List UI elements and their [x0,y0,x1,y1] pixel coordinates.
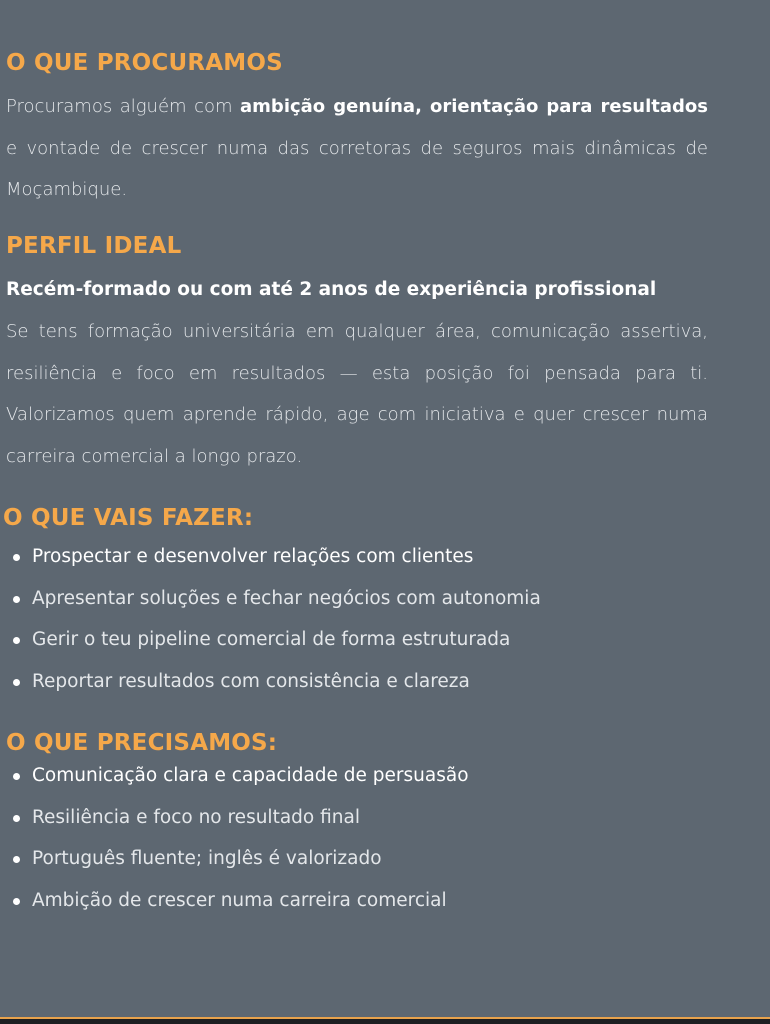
perfil-subtitle: Recém-formado ou com até 2 anos de experiência profissional [6,279,657,300]
bullet-icon [13,815,20,822]
paragraph-o-que-procuramos [6,86,708,211]
list-item [0,619,541,661]
paragraph-text-before: Procuramos alguém com [6,96,241,117]
list-item-text: Prospectar e desenvolver relações com clientes [32,546,474,567]
bullet-icon [13,679,20,686]
bullet-icon [13,898,20,905]
list-item [0,661,541,703]
paragraph-bold-text: ambição genuína, orientação para resultados [240,96,708,117]
section-heading-o-que-precisamos: O QUE PRECISAMOS: [6,730,278,756]
bullet-icon [13,637,20,644]
list-item [0,536,541,578]
list-item-text: Ambição de crescer numa carreira comercial [32,889,447,911]
list-item [0,755,469,797]
list-item-text: Comunicação clara e capacidade de persuasão [32,765,469,786]
list-item-text: Reportar resultados com consistência e clareza [32,670,470,692]
section-heading-o-que-vais-fazer: O QUE VAIS FAZER: [3,505,254,531]
list-item-text: Gerir o teu pipeline comercial de forma estruturada [32,629,511,650]
list-item [0,797,469,839]
list-item-text: Apresentar soluções e fechar negócios com autonomia [32,587,541,609]
bottom-divider [0,1017,770,1024]
bullet-icon [13,856,20,863]
bullet-icon [13,554,20,561]
section-heading-perfil-ideal: PERFIL IDEAL [6,233,182,259]
paragraph-perfil-ideal: Se tens formação universitária em qualquer área, comunicação assertiva, resiliência e foco em resultados — esta posição foi pensada para ti. Valorizamos quem aprende rápido, age com iniciativa e quer crescer numa carreira comercial a longo prazo. [6,321,708,467]
list-item [0,578,541,620]
list-item-text: Português fluente; inglês é valorizado [32,848,382,869]
list-o-que-precisamos [0,755,469,921]
list-item [0,838,469,880]
list-item [0,880,469,922]
section-heading-o-que-procuramos: O QUE PROCURAMOS [6,50,283,76]
list-o-que-vais-fazer [0,536,541,702]
paragraph-text-after: e vontade de crescer numa das corretoras de seguros mais dinâmicas de Moçambique. [6,137,708,200]
bullet-icon [13,596,20,603]
list-item-text: Resiliência e foco no resultado final [32,806,360,828]
bullet-icon [13,773,20,780]
